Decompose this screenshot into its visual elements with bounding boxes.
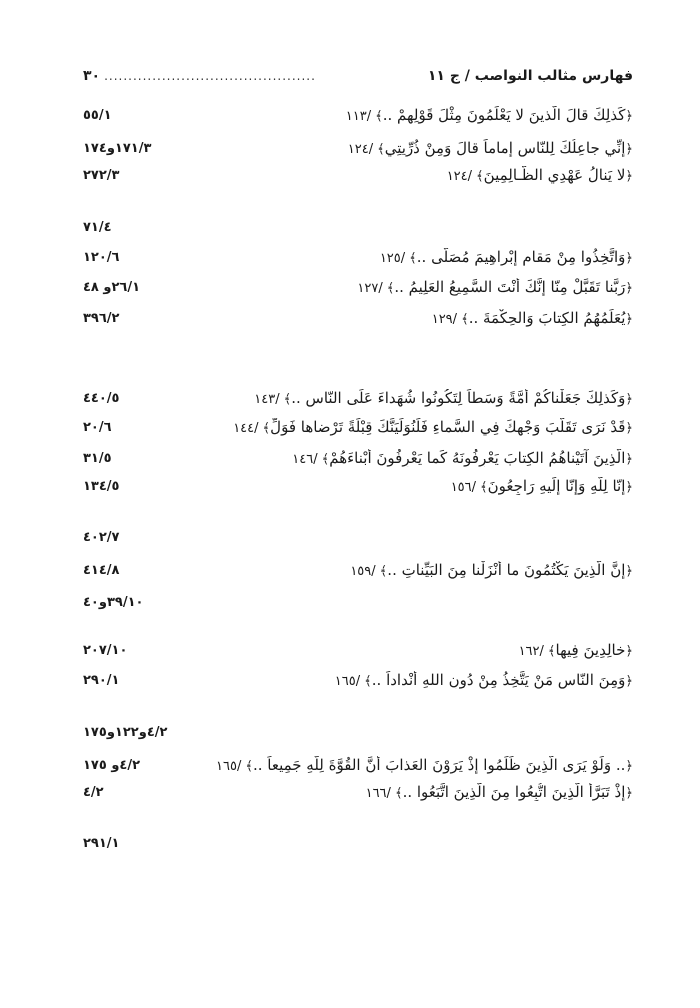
open-bracket-icon: ﴿ bbox=[625, 674, 633, 689]
index-entry bbox=[83, 589, 633, 615]
close-bracket-icon: ﴾ bbox=[283, 392, 292, 407]
verse-text: خالِدِينَ فِيها bbox=[555, 641, 626, 659]
volume-page-locator: ٤١٤/٨ bbox=[83, 562, 120, 578]
index-entry bbox=[83, 779, 633, 805]
open-bracket-icon: ﴿ bbox=[625, 281, 633, 296]
index-entry bbox=[83, 244, 633, 270]
verse-text-group bbox=[153, 561, 633, 579]
verse-number: /١٢٩ bbox=[431, 312, 458, 327]
volume-page-locator: ١٧١/٣و١٧٤ bbox=[83, 140, 152, 156]
close-bracket-icon: ﴾ bbox=[321, 452, 330, 467]
verse-number: /١٦٢ bbox=[518, 644, 544, 659]
volume-page-locator: ١٣٤/٥ bbox=[83, 478, 120, 494]
verse-text: إنِّي جاعِلُكَ لِلنّاسِ إماماً قالَ وَمِنْ ذُرِّيتِي bbox=[384, 139, 626, 157]
header-leader-dots: ............................................ bbox=[104, 69, 316, 83]
close-bracket-icon: ﴾ bbox=[379, 564, 388, 579]
open-bracket-icon: ﴿ bbox=[625, 312, 633, 327]
verse-number: /١١٣ bbox=[345, 109, 372, 124]
volume-page-locator: ٢٩٠/١ bbox=[83, 672, 120, 688]
index-entry bbox=[83, 637, 633, 663]
verse-text: إنّا لِلّهِ وَإنّا إلَيهِ رَاجِعُونَ bbox=[487, 477, 626, 495]
volume-page-locator: ٢٩١/١ bbox=[83, 835, 120, 851]
close-bracket-icon: ﴾ bbox=[409, 251, 417, 266]
index-entry bbox=[83, 162, 633, 188]
verse-text: وَمِنَ النّاسِ مَنْ يَتَّخِذُ مِنْ دُونِ اللهِ أنْداداً .. bbox=[371, 671, 626, 689]
close-bracket-icon: ﴾ bbox=[461, 312, 469, 327]
open-bracket-icon: ﴿ bbox=[625, 142, 633, 157]
verse-text-group bbox=[153, 248, 633, 266]
close-bracket-icon: ﴾ bbox=[377, 142, 385, 157]
volume-page-locator: ٤/٢ bbox=[83, 784, 104, 800]
volume-page-locator: ٣١/٥ bbox=[83, 450, 112, 466]
open-bracket-icon: ﴿ bbox=[625, 644, 633, 659]
verse-text-group bbox=[153, 477, 633, 495]
verse-number: /١٢٤ bbox=[347, 142, 374, 157]
index-entry bbox=[83, 719, 633, 745]
volume-page-locator: ١٢٠/٦ bbox=[83, 249, 120, 265]
verse-text-group bbox=[153, 418, 633, 436]
volume-page-locator: ٤٤٠/٥ bbox=[83, 390, 120, 406]
close-bracket-icon: ﴾ bbox=[364, 674, 372, 689]
verse-number: /١٦٥ bbox=[334, 674, 361, 689]
verse-text-group bbox=[153, 166, 633, 184]
verse-text: الَّذِينَ آتَيْناهُمُ الكِتابَ يَعْرِفُونَهُ كَما يَعْرِفُونَ أبْناءَهُمْ bbox=[329, 449, 626, 467]
volume-page-locator: ٥٥/١ bbox=[83, 107, 112, 123]
volume-page-locator: ٣٩٦/٢ bbox=[83, 310, 120, 326]
close-bracket-icon: ﴾ bbox=[547, 644, 556, 659]
index-entry bbox=[83, 830, 633, 856]
index-entry bbox=[83, 473, 633, 499]
index-entry bbox=[83, 524, 633, 550]
verse-text: قَدْ نَرَى تَقَلُّبَ وَجْهِكَ فِي السَّماءِ فَلَنُوَلِّيَنَّكَ قِبْلَةً تَرْضاها فَوَلِّ bbox=[270, 418, 626, 436]
open-bracket-icon: ﴿ bbox=[625, 480, 633, 495]
verse-text-group bbox=[153, 106, 633, 124]
open-bracket-icon: ﴿ bbox=[625, 564, 633, 579]
open-bracket-icon: ﴿ bbox=[625, 759, 633, 774]
index-entry bbox=[83, 752, 633, 778]
verse-text-group bbox=[153, 756, 633, 774]
close-bracket-icon: ﴾ bbox=[375, 109, 383, 124]
verse-text: كَذلِكَ قالَ الَّذينَ لا يَعْلَمُونَ مِثْلَ قَوْلِهِمْ .. bbox=[382, 106, 626, 124]
open-bracket-icon: ﴿ bbox=[625, 169, 633, 184]
open-bracket-icon: ﴿ bbox=[625, 421, 633, 436]
index-entry bbox=[83, 305, 633, 331]
verse-number: /١٦٥ bbox=[215, 759, 242, 774]
verse-text: لا يَنالُ عَهْدِي الظّـالِمِينَ bbox=[483, 166, 626, 184]
verse-text-group bbox=[153, 139, 633, 157]
open-bracket-icon: ﴿ bbox=[625, 452, 633, 467]
volume-page-locator: ٤/٢و١٢٢و١٧٥ bbox=[83, 724, 168, 740]
index-entry bbox=[83, 135, 633, 161]
index-entry bbox=[83, 102, 633, 128]
verse-text-group bbox=[153, 783, 633, 801]
index-entry bbox=[83, 414, 633, 440]
close-bracket-icon: ﴾ bbox=[480, 480, 488, 495]
volume-page-locator: ٧١/٤ bbox=[83, 219, 112, 235]
verse-number: /١٤٣ bbox=[254, 392, 280, 407]
volume-page-locator: ٢٦/١و ٤٨ bbox=[83, 279, 141, 295]
close-bracket-icon: ﴾ bbox=[245, 759, 253, 774]
verse-text: يُعَلِّمُهُمُ الكِتابَ وَالحِكْمَةَ .. bbox=[468, 309, 626, 327]
verse-text: إذْ تَبَرَّأَ الَّذِينَ اتُّبِعُوا مِنَ الَّذِينَ اتَّبَعُوا .. bbox=[402, 783, 626, 801]
index-entry bbox=[83, 274, 633, 300]
index-entry bbox=[83, 557, 633, 583]
volume-page-locator: ٢٠٧/١٠ bbox=[83, 642, 128, 658]
index-entry bbox=[83, 445, 633, 471]
volume-page-locator: ٤/٢و ١٧٥ bbox=[83, 757, 141, 773]
verse-text-group bbox=[153, 389, 633, 407]
index-entry bbox=[83, 385, 633, 411]
verse-number: /١٢٤ bbox=[446, 169, 473, 184]
verse-number: /١٢٧ bbox=[357, 281, 383, 296]
close-bracket-icon: ﴾ bbox=[476, 169, 484, 184]
verse-number: /١٥٩ bbox=[350, 564, 376, 579]
verse-text-group bbox=[153, 309, 633, 327]
volume-page-locator: ٣٩/١٠و٤٠ bbox=[83, 594, 144, 610]
open-bracket-icon: ﴿ bbox=[625, 251, 633, 266]
open-bracket-icon: ﴿ bbox=[625, 109, 633, 124]
verse-number: /١٢٥ bbox=[379, 251, 406, 266]
verse-number: /١٦٦ bbox=[365, 786, 391, 801]
verse-text-group bbox=[153, 671, 633, 689]
header-title: فهارس مثالب النواصب / ج ١١ bbox=[427, 68, 633, 84]
index-entry bbox=[83, 667, 633, 693]
index-entry bbox=[83, 214, 633, 240]
close-bracket-icon: ﴾ bbox=[262, 421, 271, 436]
close-bracket-icon: ﴾ bbox=[386, 281, 395, 296]
open-bracket-icon: ﴿ bbox=[625, 392, 633, 407]
verse-number: /١٤٤ bbox=[233, 421, 259, 436]
page-number: ٣٠ bbox=[83, 68, 101, 84]
open-bracket-icon: ﴿ bbox=[625, 786, 633, 801]
verse-text: وَكَذلِكَ جَعَلْناكُمْ أُمَّةً وَسَطاً لِتَكُونُوا شُهَداءَ عَلَى النّاسِ .. bbox=[291, 389, 626, 407]
verse-number: /١٤٦ bbox=[292, 452, 318, 467]
verse-text-group bbox=[153, 641, 633, 659]
volume-page-locator: ٤٠٢/٧ bbox=[83, 529, 120, 545]
verse-text-group bbox=[153, 278, 633, 296]
close-bracket-icon: ﴾ bbox=[394, 786, 403, 801]
verse-text: .. وَلَوْ يَرَى الَّذِينَ ظَلَمُوا إذْ يَرَوْنَ العَذابَ أنَّ القُوَّةَ لِلّهِ جَمِيعاً .. bbox=[252, 756, 626, 774]
verse-text-group bbox=[153, 449, 633, 467]
volume-page-locator: ٢٠/٦ bbox=[83, 419, 112, 435]
verse-text: وَاتَّخِذُوا مِنْ مَقامِ إبْراهِيمَ مُصَلّى .. bbox=[416, 248, 626, 266]
verse-number: /١٥٦ bbox=[450, 480, 477, 495]
verse-text: رَبَّنا تَقَبَّلْ مِنّا إنَّكَ أنْتَ السَّمِيعُ العَلِيمُ .. bbox=[394, 278, 626, 296]
verse-text: إنَّ الَّذِينَ يَكْتُمُونَ ما أنْزَلْنا مِنَ البَيِّناتِ .. bbox=[387, 561, 626, 579]
volume-page-locator: ٢٧٢/٣ bbox=[83, 167, 120, 183]
